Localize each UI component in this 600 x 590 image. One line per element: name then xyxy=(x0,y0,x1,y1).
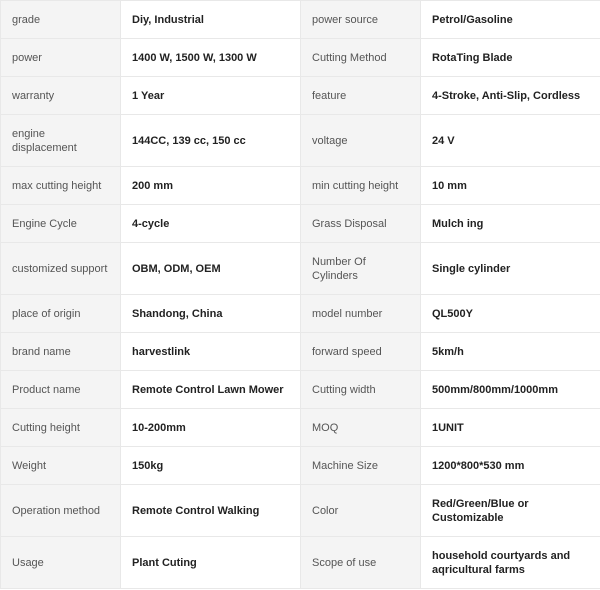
spec-value: Single cylinder xyxy=(421,243,600,295)
spec-value: harvestlink xyxy=(121,333,301,371)
table-row xyxy=(1,39,600,77)
spec-value: OBM, ODM, OEM xyxy=(121,243,301,295)
spec-label: Operation method xyxy=(1,485,121,537)
spec-label: Cutting Method xyxy=(301,39,421,77)
spec-value: 150kg xyxy=(121,447,301,485)
spec-label: Weight xyxy=(1,447,121,485)
spec-label: Number Of Cylinders xyxy=(301,243,421,295)
spec-value: 10-200mm xyxy=(121,409,301,447)
spec-label: Engine Cycle xyxy=(1,205,121,243)
spec-value: Remote Control Lawn Mower xyxy=(121,371,301,409)
table-row xyxy=(1,295,600,333)
spec-label: Color xyxy=(301,485,421,537)
spec-label: place of origin xyxy=(1,295,121,333)
table-row xyxy=(1,409,600,447)
table-row xyxy=(1,447,600,485)
spec-value: Red/Green/Blue or Customizable xyxy=(421,485,600,537)
spec-value: 4-cycle xyxy=(121,205,301,243)
spec-value: Shandong, China xyxy=(121,295,301,333)
spec-value: 24 V xyxy=(421,115,600,167)
spec-label: Grass Disposal xyxy=(301,205,421,243)
spec-value: 1200*800*530 mm xyxy=(421,447,600,485)
spec-label: Machine Size xyxy=(301,447,421,485)
table-row xyxy=(1,537,600,589)
spec-label: forward speed xyxy=(301,333,421,371)
table-row xyxy=(1,115,600,167)
spec-label: Cutting height xyxy=(1,409,121,447)
spec-label: voltage xyxy=(301,115,421,167)
spec-label: Product name xyxy=(1,371,121,409)
spec-label: warranty xyxy=(1,77,121,115)
table-row xyxy=(1,243,600,295)
table-row xyxy=(1,1,600,39)
spec-label: model number xyxy=(301,295,421,333)
table-row xyxy=(1,371,600,409)
table-row xyxy=(1,485,600,537)
spec-value: 1 Year xyxy=(121,77,301,115)
spec-label: customized support xyxy=(1,243,121,295)
spec-label: min cutting height xyxy=(301,167,421,205)
spec-label: brand name xyxy=(1,333,121,371)
spec-label: Scope of use xyxy=(301,537,421,589)
table-row xyxy=(1,205,600,243)
spec-value: Plant Cuting xyxy=(121,537,301,589)
spec-value: 4-Stroke, Anti-Slip, Cordless xyxy=(421,77,600,115)
spec-label: grade xyxy=(1,1,121,39)
spec-value: RotaTing Blade xyxy=(421,39,600,77)
spec-value: 5km/h xyxy=(421,333,600,371)
table-row xyxy=(1,333,600,371)
spec-value: Diy, Industrial xyxy=(121,1,301,39)
spec-label: engine displacement xyxy=(1,115,121,167)
spec-label: Usage xyxy=(1,537,121,589)
spec-value: 1UNIT xyxy=(421,409,600,447)
spec-value: Mulch ing xyxy=(421,205,600,243)
table-row xyxy=(1,77,600,115)
spec-value: 200 mm xyxy=(121,167,301,205)
table-row xyxy=(1,167,600,205)
spec-value: QL500Y xyxy=(421,295,600,333)
spec-value: household courtyards and aqricultural farms xyxy=(421,537,600,589)
spec-value: Remote Control Walking xyxy=(121,485,301,537)
spec-value: 10 mm xyxy=(421,167,600,205)
spec-label: power source xyxy=(301,1,421,39)
spec-label: max cutting height xyxy=(1,167,121,205)
spec-value: 144CC, 139 cc, 150 cc xyxy=(121,115,301,167)
spec-label: MOQ xyxy=(301,409,421,447)
spec-label: power xyxy=(1,39,121,77)
spec-value: 1400 W, 1500 W, 1300 W xyxy=(121,39,301,77)
spec-value: 500mm/800mm/1000mm xyxy=(421,371,600,409)
spec-label: Cutting width xyxy=(301,371,421,409)
spec-value: Petrol/Gasoline xyxy=(421,1,600,39)
spec-label: feature xyxy=(301,77,421,115)
